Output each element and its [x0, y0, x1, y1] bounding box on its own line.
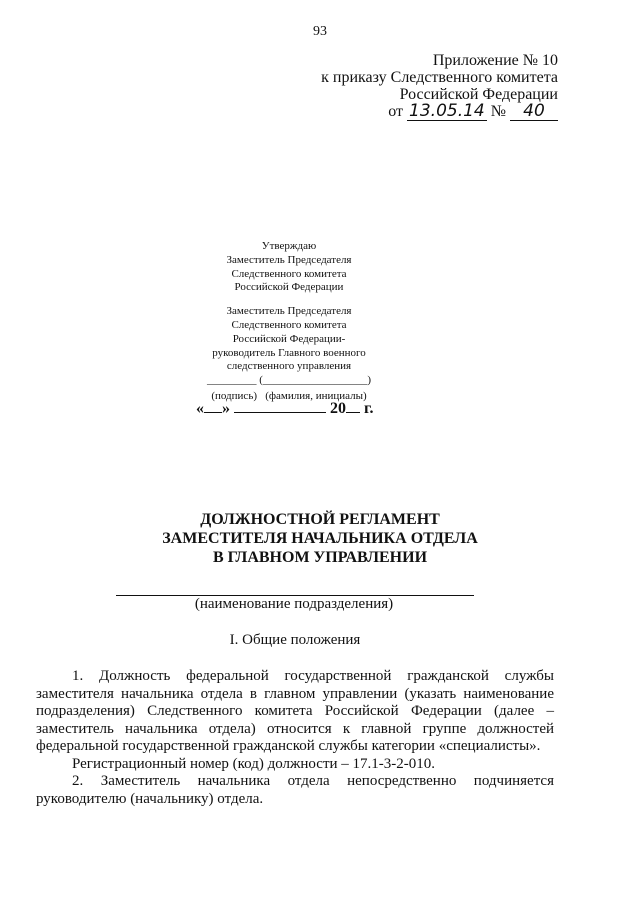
signature-blank: _________ [206, 374, 257, 387]
approver-alt-title-line: Заместитель Председателя [226, 305, 352, 318]
approver-title-line: Заместитель Председателя [226, 253, 352, 266]
signature-line [200, 374, 378, 388]
name-blank: ___________________ [262, 374, 368, 387]
title-line-1: ДОЛЖНОСТНОЙ РЕГЛАМЕНТ [200, 511, 440, 528]
body-text [36, 668, 554, 808]
day-blank [204, 400, 222, 413]
appendix-number: Приложение № 10 [432, 52, 558, 69]
approver-title-line: Следственного комитета [231, 267, 347, 280]
year-prefix: 20 [330, 400, 346, 417]
year-suffix: г. [364, 400, 374, 417]
approver-alt-title-line: руководитель Главного военного [212, 346, 366, 359]
month-blank [234, 400, 326, 413]
paragraph-1: 1. Должность федеральной государственной гражданской службы заместителя начальника отдела в главном управлении (указать наименование подразделения) Следственного комитета Российской Федерации (далее – заместитель начальника отдела) относится к главной группе должностей федеральной государственной гражданской службы категории «специалисты». [36, 668, 554, 754]
handwritten-number: 40 [510, 103, 558, 121]
appendix-country: Российской Федерации [399, 86, 558, 103]
approver-alt-title-line: Следственного комитета [231, 318, 347, 331]
paragraph-2: 2. Заместитель начальника отдела непосредственно подчиняется руководителю (начальнику) отдела. [36, 773, 554, 807]
document-title [0, 510, 640, 567]
spacer [200, 295, 378, 305]
open-quote: « [196, 400, 204, 417]
subdivision-caption: (наименование подразделения) [194, 596, 394, 612]
year-blank [346, 400, 360, 413]
number-label: № [490, 103, 506, 120]
registration-number-paragraph: Регистрационный номер (код) должности – 17.1-3-2-010. [72, 755, 436, 772]
approval-date-line [196, 400, 373, 418]
approve-label: Утверждаю [261, 240, 317, 252]
title-line-2: ЗАМЕСТИТЕЛЯ НАЧАЛЬНИКА ОТДЕЛА [162, 530, 478, 547]
close-paren: ) [367, 374, 372, 387]
appendix-header [321, 52, 558, 121]
approver-alt-title-line: следственного управления [226, 360, 352, 373]
close-quote: » [222, 400, 230, 417]
open-paren: ( [259, 374, 263, 387]
signature-caption: (подпись) [211, 389, 257, 402]
approver-alt-title-line: Российской Федерации- [232, 332, 346, 345]
page-number: 93 [313, 24, 327, 39]
from-label: от [388, 103, 404, 120]
handwritten-date: 13.05.14 [409, 101, 485, 121]
section-heading: I. Общие положения [229, 632, 361, 648]
appendix-order-ref: к приказу Следственного комитета [321, 69, 558, 86]
name-caption: (фамилия, инициалы) [265, 389, 367, 402]
title-line-3: В ГЛАВНОМ УПРАВЛЕНИИ [212, 549, 428, 566]
appendix-date-number-row [321, 103, 558, 121]
approver-title-line: Российской Федерации [234, 281, 344, 294]
approval-block [200, 240, 378, 404]
